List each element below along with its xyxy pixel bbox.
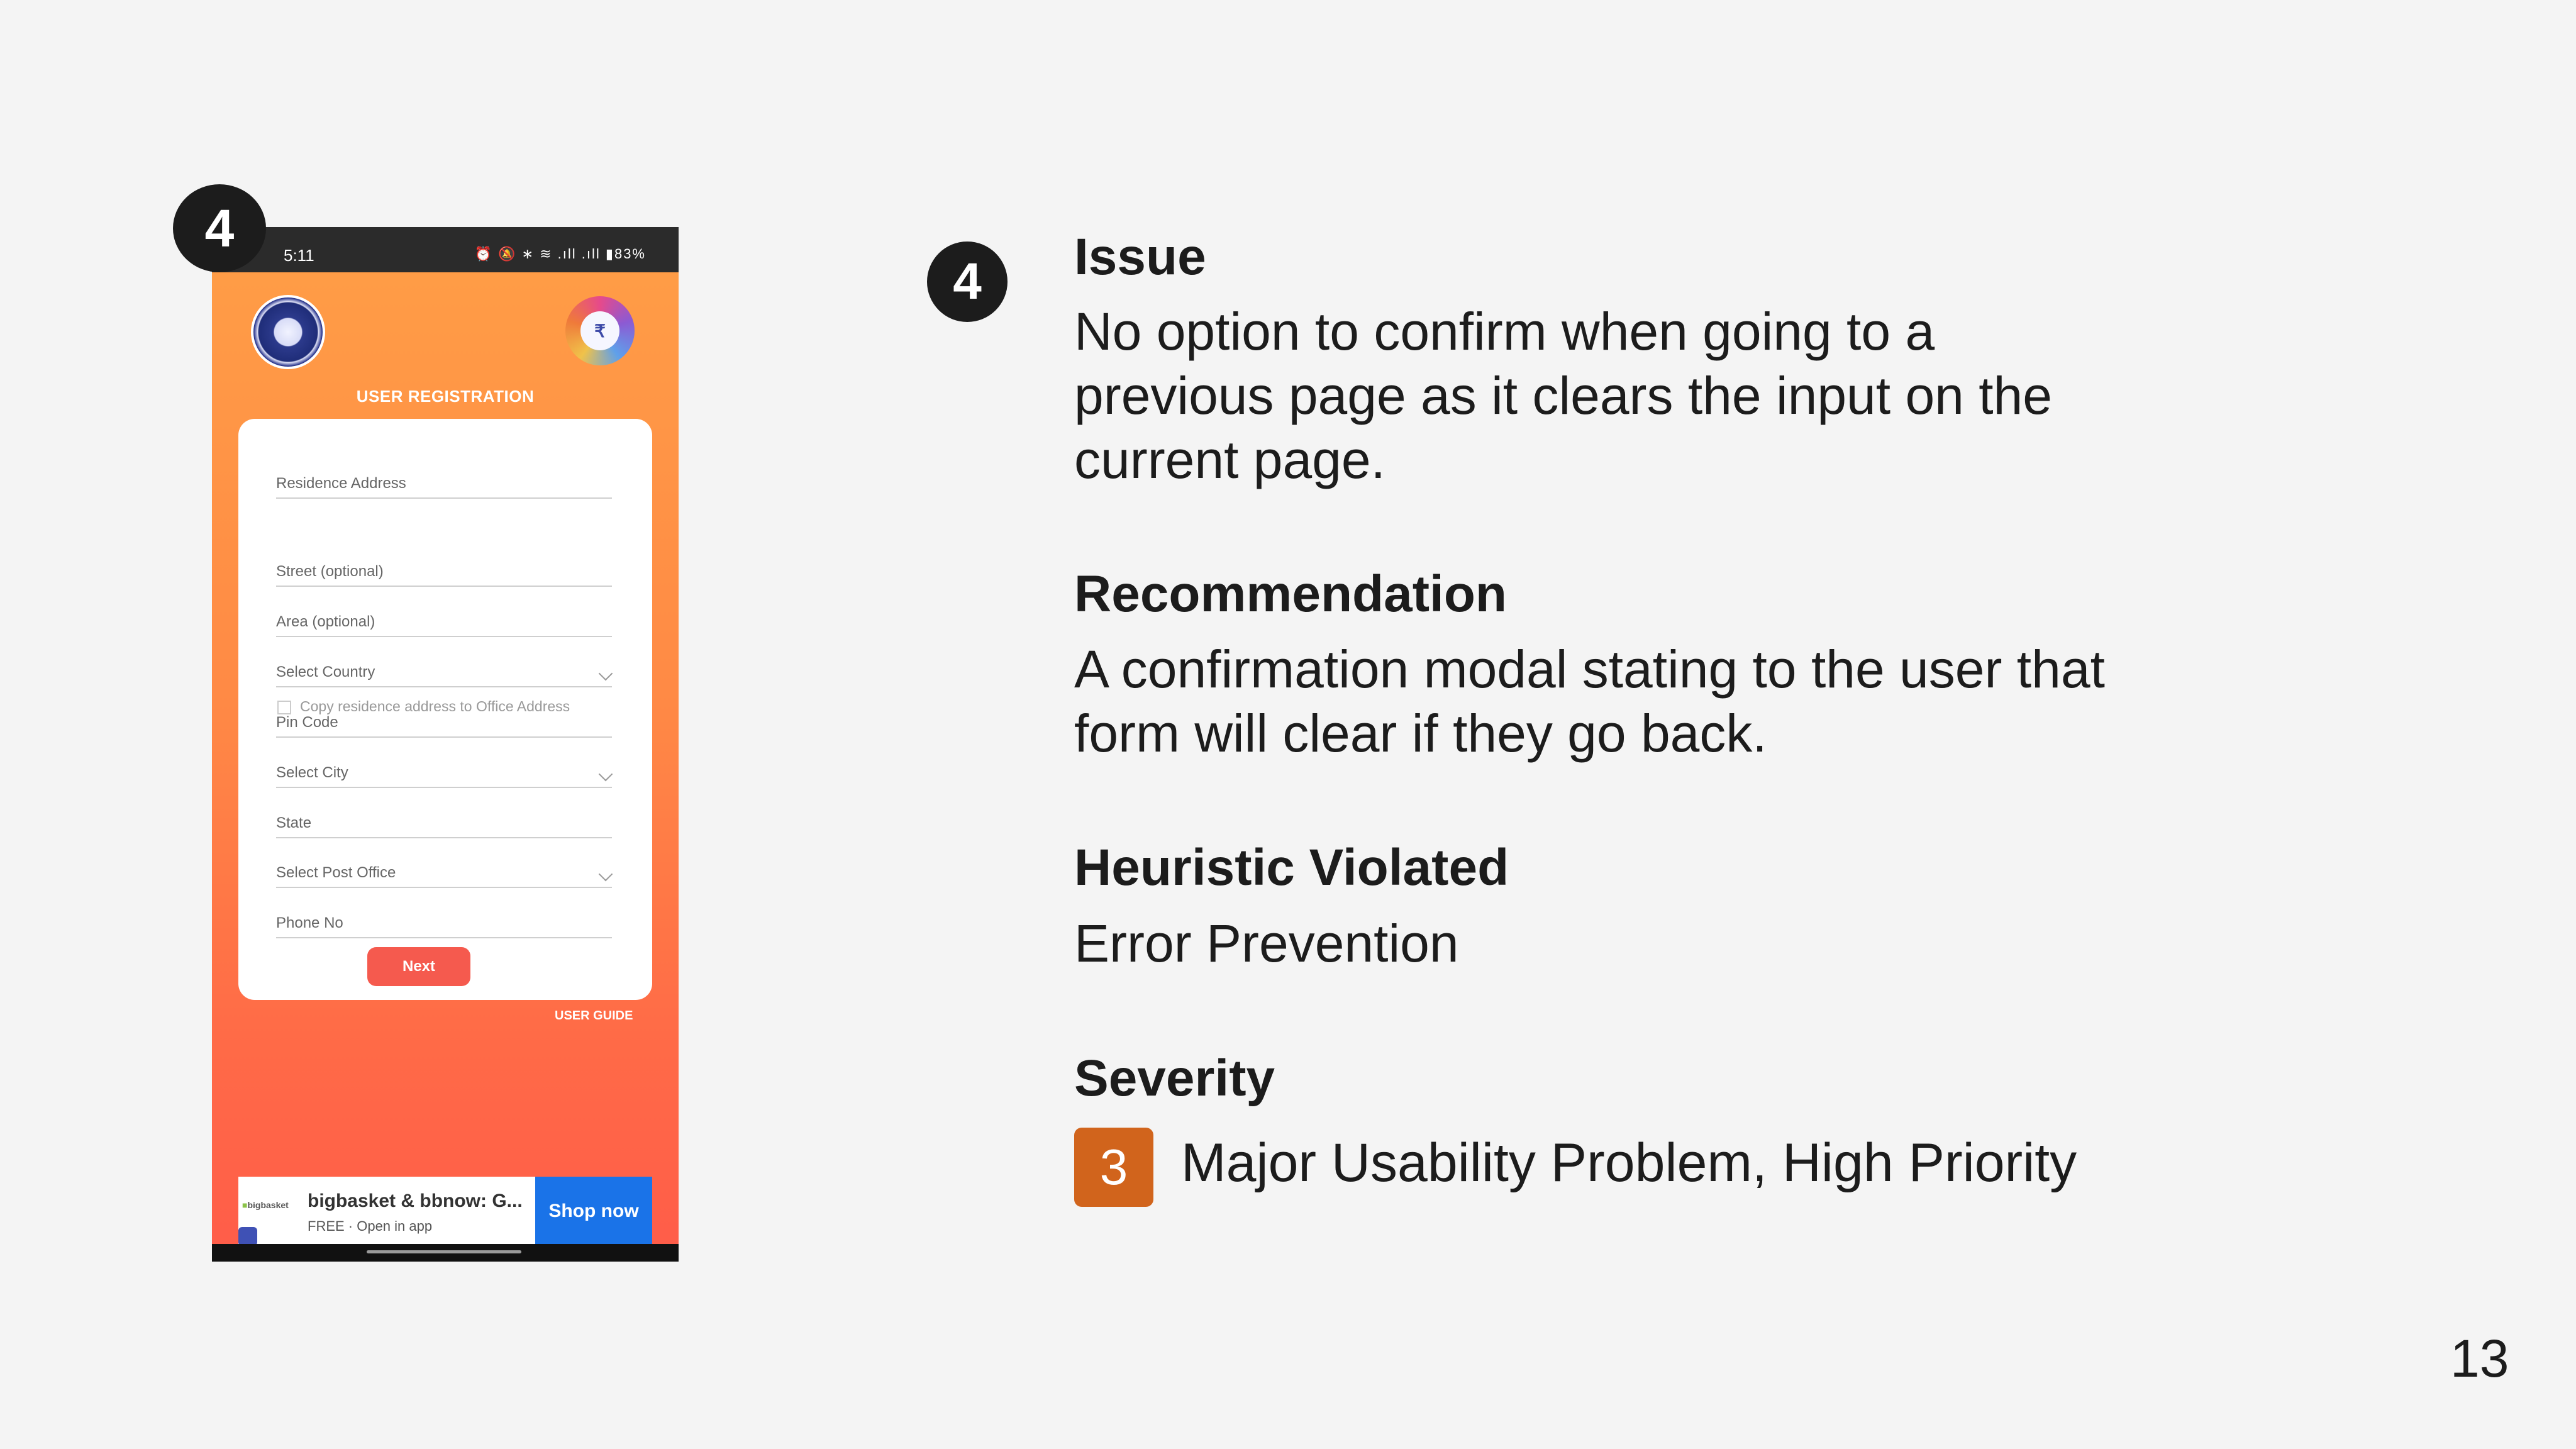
phone-screenshot [212,227,679,1262]
issue-number-marker-right: 4 [927,242,1008,322]
ad-title: bigbasket & bbnow: G... [308,1191,523,1211]
residence-address-field[interactable]: Residence Address [276,460,612,499]
severity-text: Major Usability Problem, High Priority [1181,1133,2077,1193]
gesture-nav-bar [212,1244,679,1262]
issue-number-marker: 4 [173,184,266,272]
heuristic-heading: Heuristic Violated [1074,839,1509,896]
severity-badge: 3 [1074,1128,1153,1207]
chevron-down-icon [599,767,613,782]
status-bar [212,227,679,272]
status-icons: ⏰ 🔕 ∗ ≋ .ıll .ıll ▮83% [474,246,646,262]
bigbasket-logo-icon: ■bigbasket [242,1200,289,1210]
recommendation-text: A confirmation modal stating to the user that form will clear if they go back. [1074,640,2105,763]
heuristic-text: Error Prevention [1074,914,1459,973]
page-number: 13 [2450,1329,2509,1388]
registration-form-card [238,419,652,1000]
shop-now-button[interactable]: Shop now [535,1177,652,1246]
next-button[interactable]: Next [367,947,470,986]
page-title: USER REGISTRATION [356,387,535,406]
irctc-logo-icon: ₹ [565,296,635,365]
state-field[interactable]: State [276,799,612,838]
recommendation-heading: Recommendation [1074,565,1507,623]
severity-heading: Severity [1074,1050,1275,1107]
ad-choices-icon[interactable] [238,1227,257,1246]
indian-railways-logo-icon [251,295,325,369]
area-field[interactable]: Area (optional) [276,598,612,637]
pin-code-field[interactable]: Pin Code [276,699,612,738]
user-guide-link[interactable]: USER GUIDE [555,1009,633,1023]
street-field[interactable]: Street (optional) [276,548,612,587]
country-select[interactable]: Select Country [276,648,612,687]
ad-banner[interactable] [238,1177,652,1246]
city-select[interactable]: Select City [276,749,612,788]
chevron-down-icon [599,667,613,681]
status-time: 5:11 [284,246,314,265]
post-office-select[interactable]: Select Post Office [276,849,612,888]
ad-subtitle: FREE · Open in app [308,1218,433,1234]
copy-address-checkbox[interactable]: Copy residence address to Office Address [277,698,570,715]
chevron-down-icon [599,867,613,882]
issue-heading: Issue [1074,228,1206,286]
phone-number-field[interactable]: Phone No [276,899,612,938]
issue-text: No option to confirm when going to a previous page as it clears the input on the current page. [1074,302,2052,489]
